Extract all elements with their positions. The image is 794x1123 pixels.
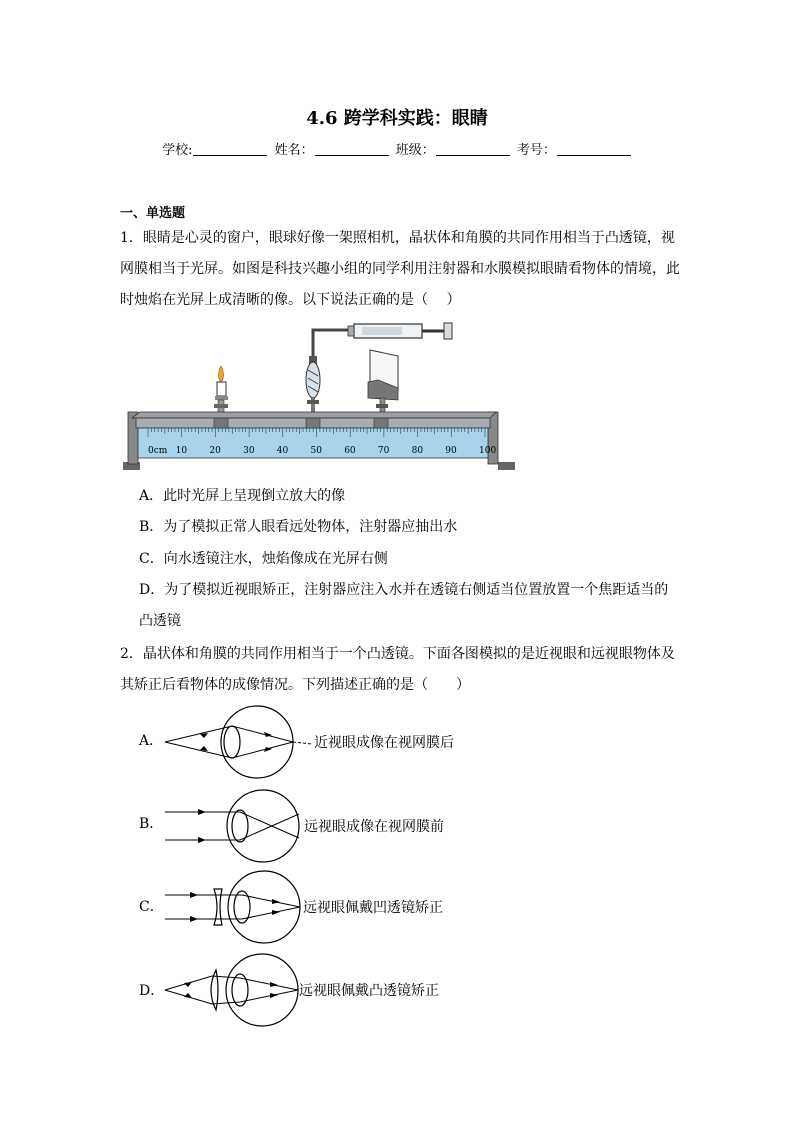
ruler-label: 90 xyxy=(445,446,457,456)
eye-diagram-d xyxy=(160,952,470,1030)
ruler-label: 70 xyxy=(377,446,390,456)
q1-option-b[interactable]: B．为了模拟正常人眼看远处物体，注射器应抽出水 xyxy=(139,519,458,535)
number-field[interactable] xyxy=(557,143,631,156)
q1-line2: 网膜相当于光屏。如图是科技兴趣小组的同学利用注射器和水膜模拟眼睛看物体的情境，此 xyxy=(120,261,680,277)
candle-holder xyxy=(214,418,228,428)
page-title: 4.6 跨学科实践：眼睛 xyxy=(306,108,488,129)
number-label: 考号： xyxy=(516,143,556,158)
light-screen-icon xyxy=(368,350,398,420)
name-field[interactable] xyxy=(315,143,389,156)
q1-line3: 时烛焰在光屏上成清晰的像。以下说法正确的是（ ） xyxy=(120,292,461,308)
ruler-label: 0cm xyxy=(148,446,168,456)
q2-line1: 2．晶状体和角膜的共同作用相当于一个凸透镜。下面各图模拟的是近视眼和远视眼物体及 xyxy=(120,646,675,662)
q1-option-c[interactable]: C．向水透镜注水，烛焰像成在光屏右侧 xyxy=(139,551,388,567)
ruler-label: 40 xyxy=(276,446,289,456)
q2-option-a-text: 近视眼成像在视网膜后 xyxy=(314,735,454,751)
school-label: 学校: xyxy=(162,143,193,158)
concave-lens-icon xyxy=(214,889,222,925)
q2-option-a-label[interactable]: A． xyxy=(139,733,164,749)
q2-option-d-text: 远视眼佩戴凸透镜矫正 xyxy=(299,983,439,999)
name-label: 姓名： xyxy=(274,143,314,158)
eyeball-a xyxy=(221,706,293,778)
ruler-label: 80 xyxy=(411,446,424,456)
lens-holder xyxy=(306,418,320,428)
q2-option-b-label[interactable]: B． xyxy=(139,816,164,832)
q2-option-c-text: 远视眼佩戴凹透镜矫正 xyxy=(303,900,443,916)
q2-option-c-label[interactable]: C． xyxy=(139,899,164,915)
optical-bench-figure xyxy=(118,320,518,480)
q1-option-a[interactable]: A．此时光屏上呈现倒立放大的像 xyxy=(139,488,346,504)
q1-option-d[interactable]: D．为了模拟近视眼矫正，注射器应注入水并在透镜右侧适当位置放置一个焦距适当的 xyxy=(139,582,669,598)
eyeball-d xyxy=(226,954,298,1026)
q2-line2: 其矫正后看物体的成像情况。下列描述正确的是（ ） xyxy=(120,677,470,693)
ruler-label: 60 xyxy=(344,446,356,456)
ruler-label: 30 xyxy=(243,446,255,456)
eye-diagram-c xyxy=(160,869,470,947)
student-info-row xyxy=(0,139,794,158)
ruler-label: 50 xyxy=(310,446,322,456)
q2-option-b-text: 远视眼成像在视网膜前 xyxy=(304,819,444,835)
eyeball-c xyxy=(228,871,300,943)
school-field[interactable] xyxy=(193,143,267,156)
water-lens-icon xyxy=(306,356,320,418)
section-heading: 一、单选题 xyxy=(120,206,186,221)
q2-option-d-label[interactable]: D． xyxy=(139,983,165,999)
ruler-label: 10 xyxy=(175,446,188,456)
eyeball-b xyxy=(227,790,299,862)
ruler-label: 100 xyxy=(479,446,497,456)
q1-option-d-cont: 凸透镜 xyxy=(139,613,181,629)
class-label: 班级： xyxy=(395,143,435,158)
screen-holder xyxy=(374,418,388,428)
eye-diagram-b xyxy=(160,788,470,866)
ruler-label: 20 xyxy=(209,446,221,456)
class-field[interactable] xyxy=(436,143,510,156)
q1-line1: 1．眼睛是心灵的窗户，眼球好像一架照相机，晶状体和角膜的共同作用相当于凸透镜，视 xyxy=(120,230,675,246)
lens-a xyxy=(224,726,240,758)
eye-diagram-a xyxy=(160,704,470,782)
